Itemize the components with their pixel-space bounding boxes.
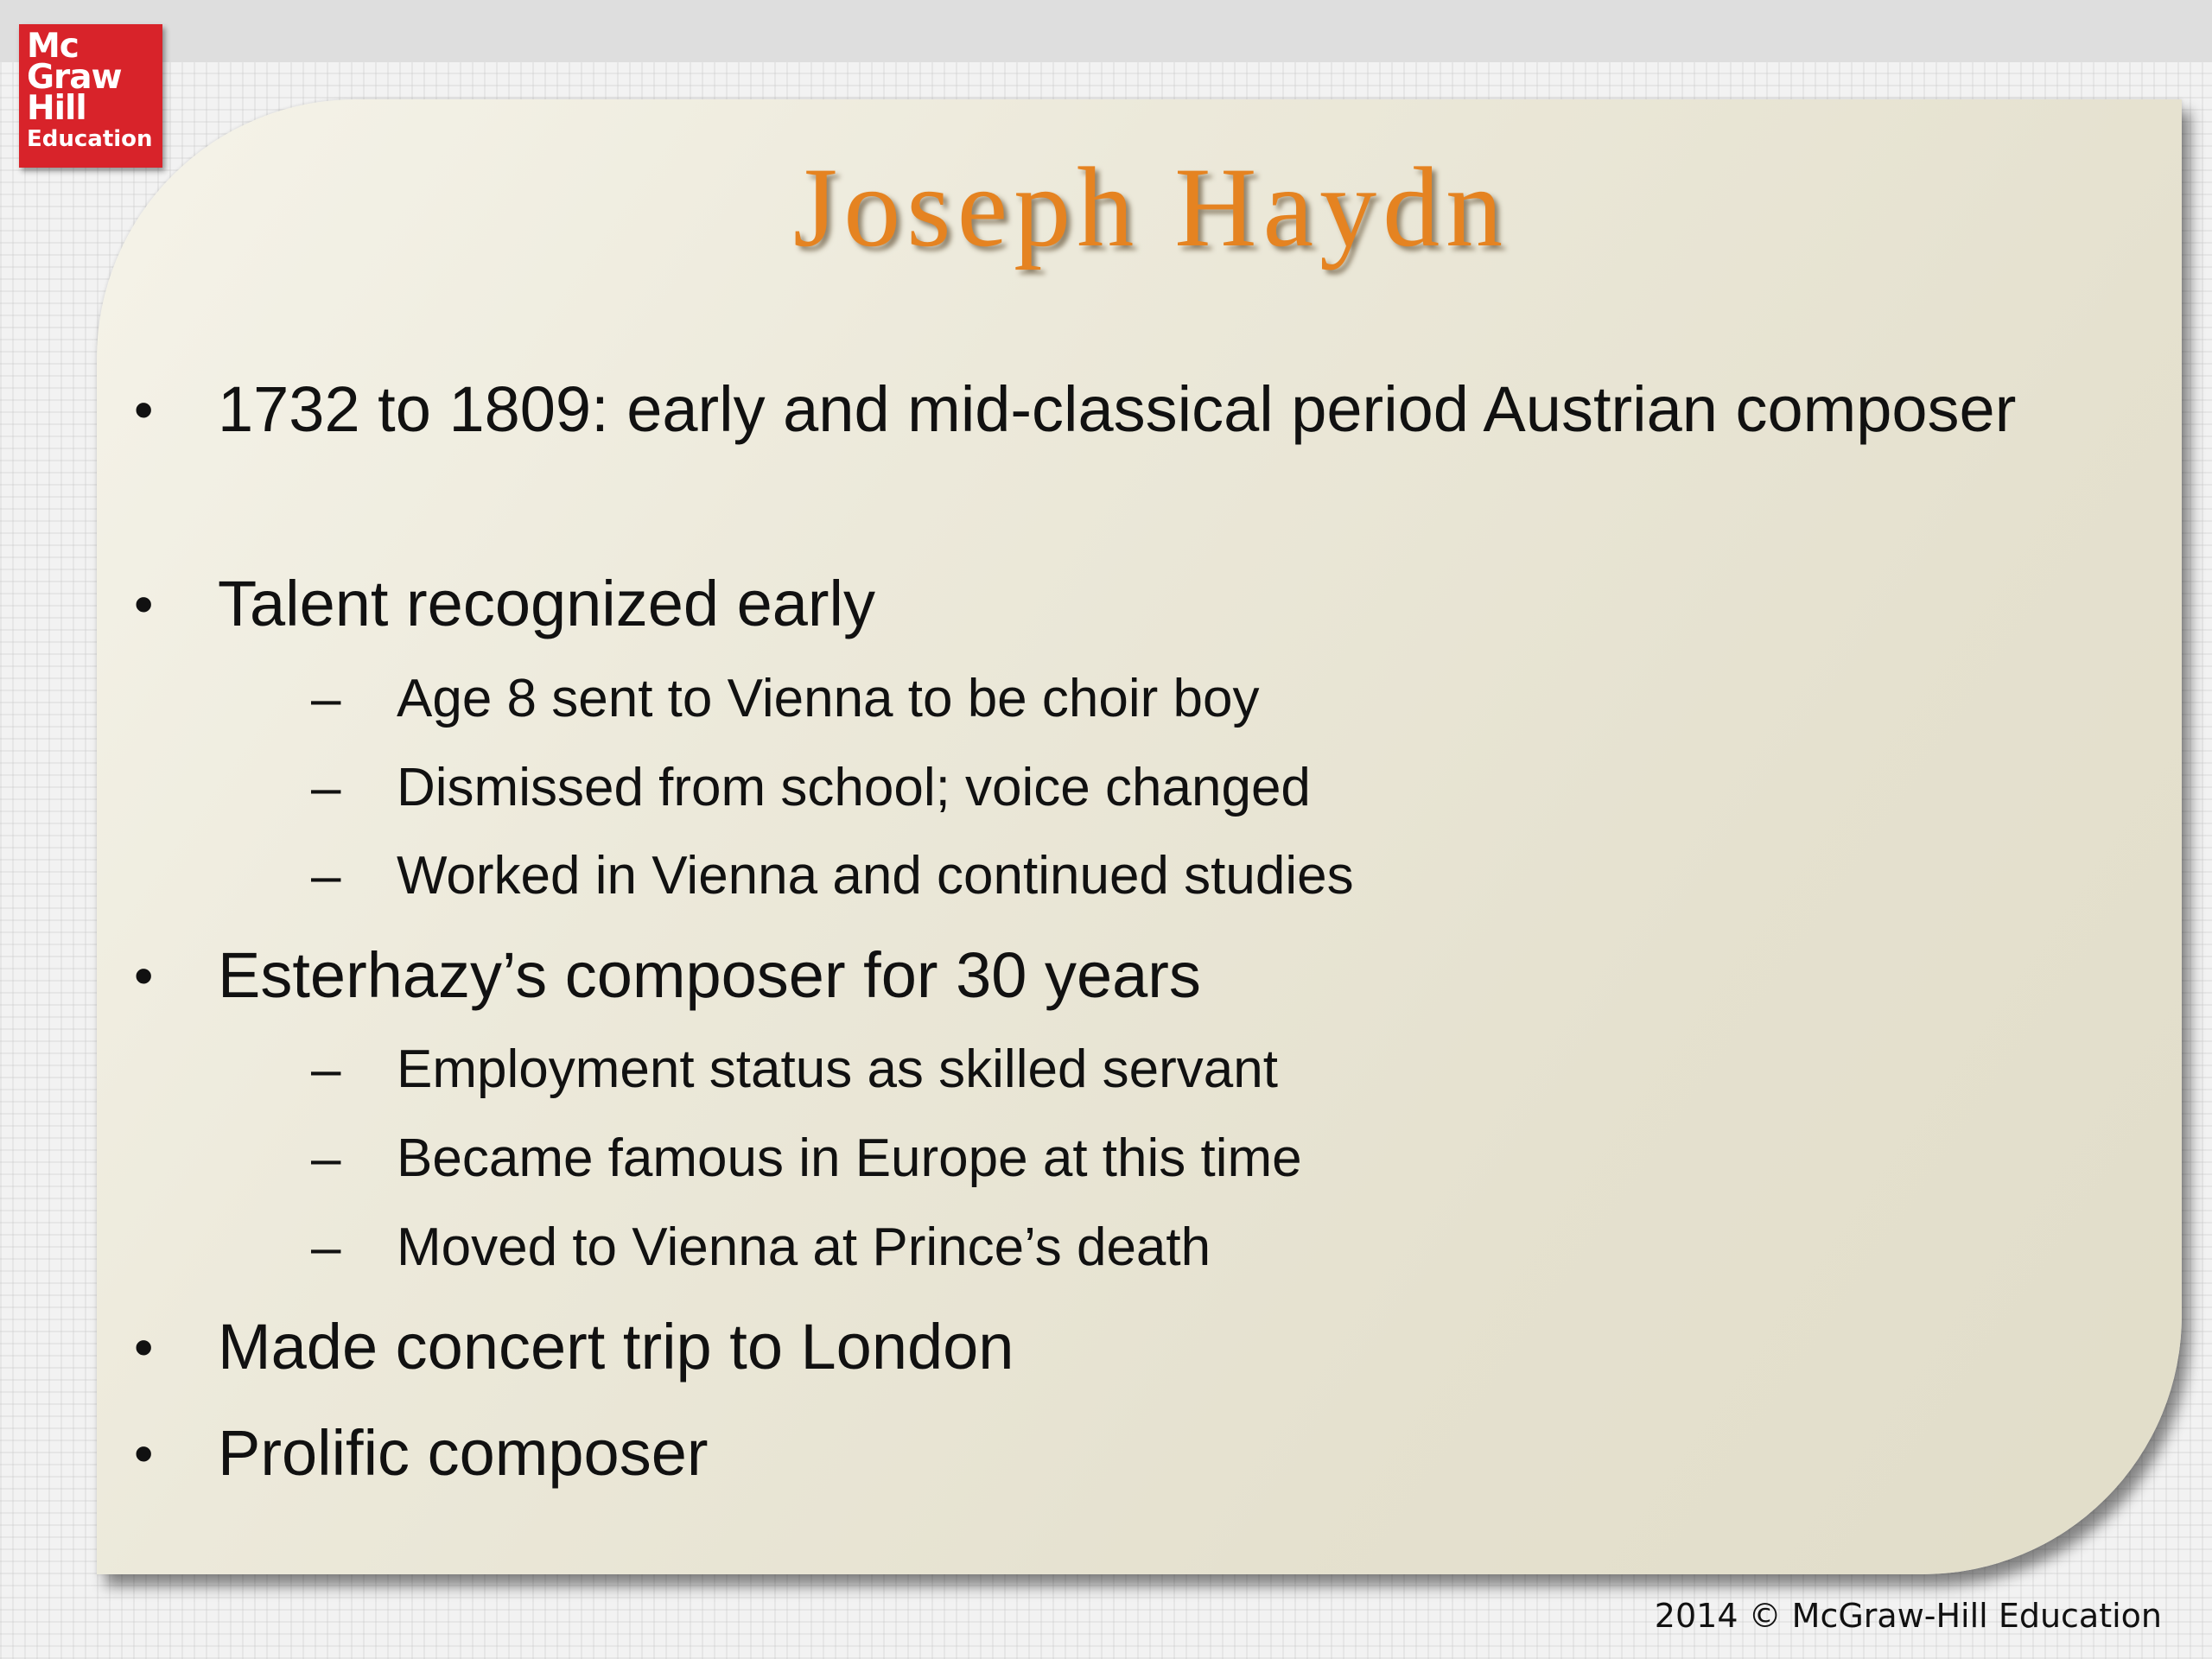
copyright-footer: 2014 © McGraw-Hill Education [1654,1597,2162,1635]
logo-line-graw: Graw [27,58,122,97]
sub-bullet-text: Dismissed from school; voice changed [397,758,1311,817]
bullet-text: Made concert trip to London [218,1311,1014,1382]
logo-line-hill: Hill [27,89,86,128]
sub-bullet-marker: – [311,669,341,728]
logo-line-education: Education [27,126,153,152]
bullet-marker: • [134,1422,154,1484]
bullet-item [134,1409,2067,1497]
sub-bullet-item [311,1211,2038,1285]
sub-bullet-text: Employment status as skilled servant [397,1039,1278,1099]
bullet-item [134,365,2067,454]
bullet-text: Prolific composer [218,1417,709,1489]
sub-bullet-item [311,751,2038,825]
sub-bullet-text: Became famous in Europe at this time [397,1128,1302,1188]
sub-bullet-marker: – [311,846,341,906]
bullet-marker: • [134,378,154,441]
sub-bullet-text: Age 8 sent to Vienna to be choir boy [397,669,1260,728]
bullet-item [134,1303,2067,1391]
bullet-item [134,931,2067,1020]
bullet-marker: • [134,1316,154,1378]
bullet-text: Esterhazy’s composer for 30 years [218,939,1201,1011]
bullet-text: Talent recognized early [218,568,875,639]
bullet-item [134,560,2067,648]
sub-bullet-item [311,662,2038,736]
sub-bullet-item [311,839,2038,913]
sub-bullet-text: Moved to Vienna at Prince’s death [397,1217,1211,1277]
slide-title: Joseph Haydn [792,143,1510,270]
logo-line-mc: Mc [27,27,79,66]
sub-bullet-text: Worked in Vienna and continued studies [397,846,1354,906]
bullet-marker: • [134,944,154,1007]
bullet-marker: • [134,573,154,635]
sub-bullet-marker: – [311,1217,341,1277]
sub-bullet-marker: – [311,758,341,817]
sub-bullet-marker: – [311,1128,341,1188]
sub-bullet-marker: – [311,1039,341,1099]
bullet-text: 1732 to 1809: early and mid-classical period Austrian composer [218,373,2017,445]
sub-bullet-item [311,1033,2038,1107]
sub-bullet-item [311,1122,2038,1196]
